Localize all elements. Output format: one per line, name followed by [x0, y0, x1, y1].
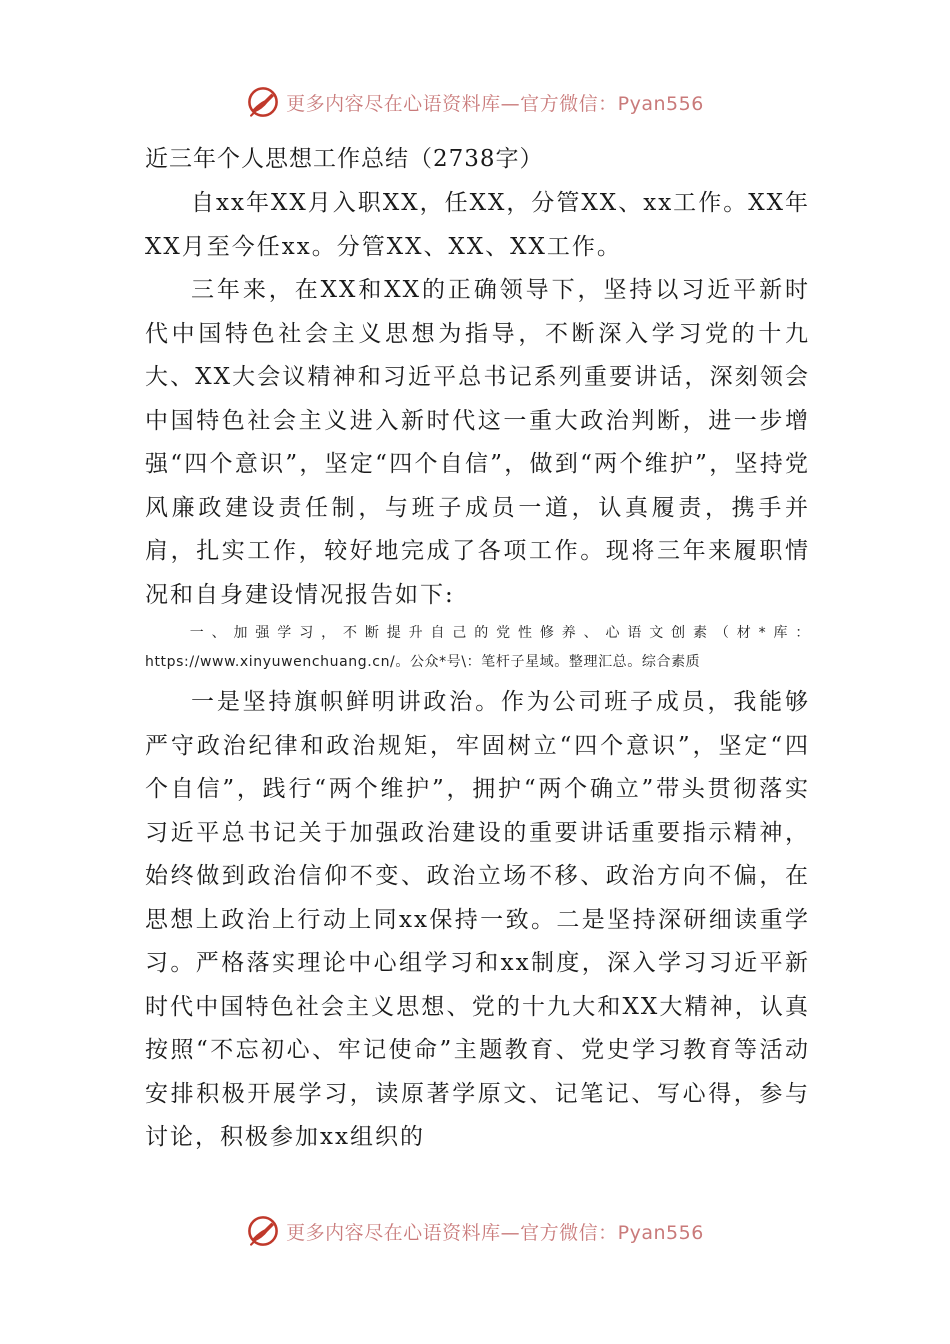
paragraph-summary: 三年来，在XX和XX的正确领导下，坚持以习近平新时代中国特色社会主义思想为指导，不断深入学习党的十九大、XX大会议精神和习近平总书记系列重要讲话，深刻领会中国特色社会主义进入新时代这一重大政治判断，进一步增强“四个意识”，坚定“四个自信”，做到“两个维护”，坚持党风廉政建设责任制，与班子成员一道，认真履责，携手并肩，扎实工作，较好地完成了各项工作。现将三年来履职情况和自身建设情况报告如下: — [145, 277, 810, 608]
document-title: 近三年个人思想工作总结（2738字） — [145, 146, 544, 172]
banner-text: 更多内容尽在心语资料库—官方微信：Pyan556 — [286, 1221, 704, 1244]
pen-logo-icon — [246, 1214, 280, 1248]
banner-text: 更多内容尽在心语资料库—官方微信：Pyan556 — [286, 92, 704, 115]
pen-logo-icon — [246, 85, 280, 119]
footer-banner — [0, 1211, 950, 1251]
document-body — [145, 136, 810, 1160]
section-heading: 一、加强学习，不断提升自己的党性修养、心语文创素（材*库：https://www.xinyuwenchuang.cn/。公众*号\：笔杆子星域。整理汇总。综合素质 — [145, 625, 810, 670]
paragraph-intro: 自xx年XX月入职XX，任XX，分管XX、xx工作。XX年XX月至今任xx。分管XX、XX、XX工作。 — [145, 190, 810, 260]
header-banner — [0, 82, 950, 122]
paragraph-section-one: 一是坚持旗帜鲜明讲政治。作为公司班子成员，我能够严守政治纪律和政治规矩，牢固树立“四个意识”，坚定“四个自信”，践行“两个维护”，拥护“两个确立”带头贯彻落实习近平总书记关于加强政治建设的重要讲话重要指示精神，始终做到政治信仰不变、政治立场不移、政治方向不偏，在思想上政治上行动上同xx保持一致。二是坚持深研细读重学习。严格落实理论中心组学习和xx制度，深入学习习近平新时代中国特色社会主义思想、党的十九大和XX大精神，认真按照“不忘初心、牢记使命”主题教育、党史学习教育等活动安排积极开展学习，读原著学原文、记笔记、写心得，参与讨论，积极参加xx组织的 — [145, 689, 810, 1150]
